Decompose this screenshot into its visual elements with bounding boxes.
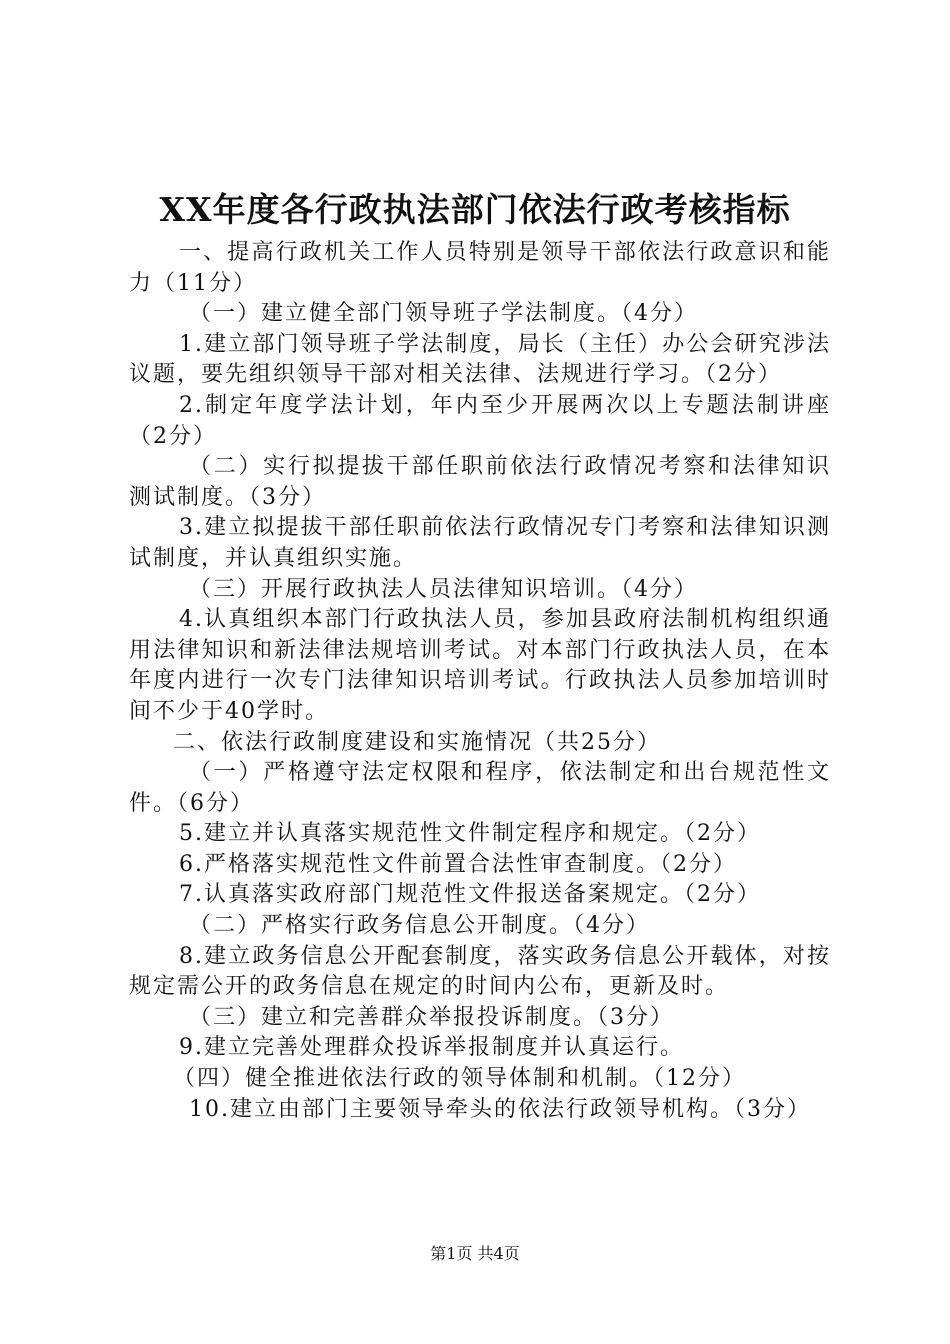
subsection-heading: （四）健全推进依法行政的领导体制和机制。（12分） (173, 1066, 746, 1092)
section-heading-1: 一、提高行政机关工作人员特别是领导干部依法行政意识和能力（11分） (129, 240, 831, 296)
subsection-heading: （二）实行拟提拔干部任职前依法行政情况考察和法律知识测试制度。（3分） (129, 454, 831, 510)
indicator-item: 1.建立部门领导班子学法制度，局长（主任）办公会研究涉法议题，要先组织领导干部对相关法律、法规进行学习。（2分） (129, 331, 831, 388)
indicator-item: 2.制定年度学法计划，年内至少开展两次以上专题法制讲座（2分） (129, 392, 831, 449)
indicator-item: 5.建立并认真落实规范性文件制定程序和规定。（2分） (179, 821, 761, 847)
document-title: XX年度各行政执法部门依法行政考核指标 (159, 190, 791, 229)
subsection-heading: （二）严格实行政务信息公开制度。（4分） (189, 913, 650, 939)
indicator-item: 10.建立由部门主要领导牵头的依法行政领导机构。（3分） (189, 1096, 811, 1122)
indicator-item: 9.建立完善处理群众投诉举报制度并认真运行。 (179, 1035, 684, 1061)
subsection-heading: （一）建立健全部门领导班子学法制度。（4分） (189, 301, 698, 327)
indicator-item: 4.认真组织本部门行政执法人员，参加县政府法制机构组织通用法律知识和新法律法规培训考试。对本部门行政执法人员，在本年度内进行一次专门法律知识培训考试。行政执法人员参加培训时间不少于40学时。 (129, 607, 831, 724)
subsection-heading: （三）建立和完善群众举报投诉制度。（3分） (189, 1004, 674, 1030)
subsection-heading: （三）开展行政执法人员法律知识培训。（4分） (189, 576, 698, 602)
subsection-heading: （一）严格遵守法定权限和程序，依法制定和出台规范性文件。（6分） (129, 760, 831, 816)
indicator-item: 7.认真落实政府部门规范性文件报送备案规定。（2分） (179, 882, 761, 908)
document-body (129, 238, 831, 1125)
indicator-item: 3.建立拟提拔干部任职前依法行政情况专门考察和法律知识测试制度，并认真组织实施。 (129, 515, 831, 571)
section-heading-2: 二、依法行政制度建设和实施情况（共25分） (173, 729, 661, 755)
indicator-item: 8.建立政务信息公开配套制度，落实政务信息公开载体，对按规定需公开的政务信息在规定的时间内公布，更新及时。 (129, 943, 831, 1000)
indicator-item: 6.严格落实规范性文件前置合法性审查制度。（2分） (179, 851, 737, 877)
page-footer: 第1页 共4页 (430, 1244, 520, 1263)
